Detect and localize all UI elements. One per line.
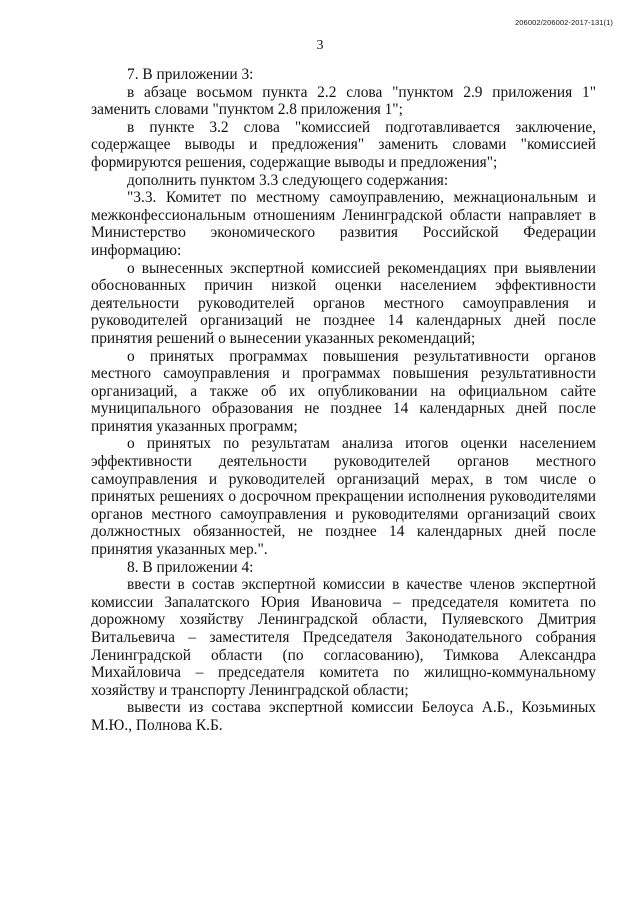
page-number: 3 <box>316 38 324 53</box>
paragraph-programs: о принятых программах повышения результативности органов местного самоуправления и программах повышения результативности организаций, а также об их опубликовании на официальном сайте муниципального образования не позднее 14 календарных дней после принятия указанных программ; <box>91 347 596 435</box>
paragraph-recommendations: о вынесенных экспертной комиссией рекомендациях при выявлении обоснованных причин низкой оценки населением эффективности деятельности руководителей органов местного самоуправления и руководителей организаций не позднее 14 календарных дней после принятия решений о вынесении указанных рекомендаций; <box>91 259 596 347</box>
paragraph-item-3-2: в пункте 3.2 слова "комиссией подготавливается заключение, содержащее выводы и предложения" заменить словами "комиссией формируются решения, содержащие выводы и предложения"; <box>91 118 596 171</box>
paragraph-measures: о принятых по результатам анализа итогов оценки населением эффективности деятельности руководителей органов местного самоуправления и руководителей организаций мерах, в том числе о принятых решениях о досрочном прекращении исполнения руководителями органов местного самоуправления и руководителями организаций своих должностных обязанностей, не позднее 14 календарных дней после принятия указанных мер.". <box>91 435 596 559</box>
paragraph-item-2-2: в абзаце восьмом пункта 2.2 слова "пунктом 2.9 приложения 1" заменить словами "пунктом 2.8 приложения 1"; <box>91 83 596 119</box>
paragraph-section-8-heading: 8. В приложении 4: <box>127 558 254 576</box>
paragraph-remove-members: вывести из состава экспертной комиссии Белоуса А.Б., Козьминых М.Ю., Полнова К.Б. <box>91 699 596 734</box>
document-body <box>91 66 596 735</box>
paragraph-add-3-3: дополнить пунктом 3.3 следующего содержания: <box>127 171 449 189</box>
paragraph-add-members: ввести в состав экспертной комиссии в качестве членов экспертной комиссии Запалатского Юрия Ивановича – председателя комитета по дорожному хозяйству Ленинградской области, Пуляевского Дмитрия Витальевича – заместителя Председателя Законодательного собрания Ленинградской области (по согласованию), Тимкова Александра Михайловича – председателя комитета по жилищно-коммунальному хозяйству и транспорту Ленинградской области; <box>91 576 596 699</box>
document-id: 206002/206002-2017-131(1) <box>515 18 613 27</box>
paragraph-3-3-text: "3.3. Комитет по местному самоуправлению, межнациональным и межконфессиональным отношениям Ленинградской области направляет в Министерство экономического развития Российской Федерации информацию: <box>91 189 596 259</box>
paragraph-section-7-heading: 7. В приложении 3: <box>127 66 254 83</box>
